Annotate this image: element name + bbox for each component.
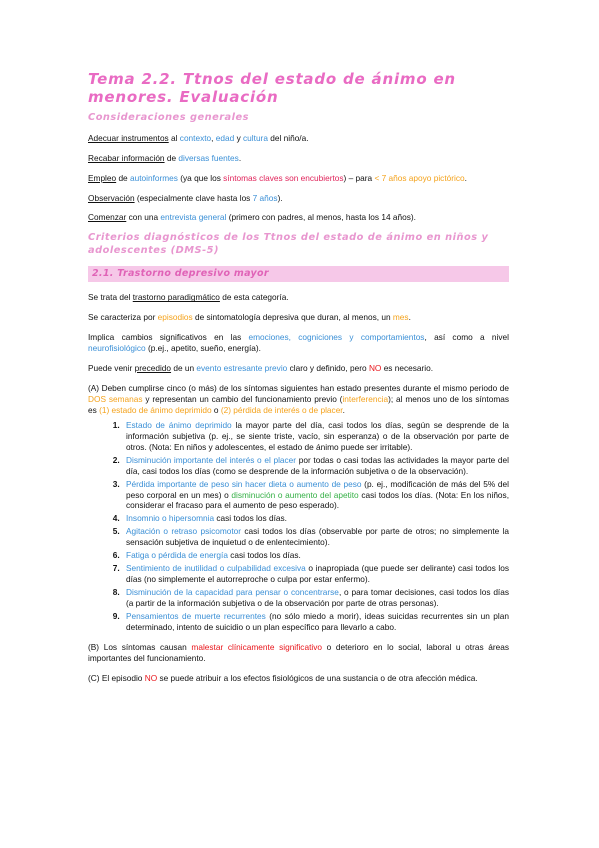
text: casi todos los días.	[227, 550, 301, 561]
text: (no sólo miedo a morir), ideas suicidas recurrentes sin un plan determinado, intento de suicidio o un plan específico para llevarlo a cabo.	[126, 610, 509, 632]
item-lead: Observación	[88, 192, 135, 203]
text: de un	[171, 363, 197, 374]
highlight: entrevista general	[160, 212, 227, 223]
list-item	[122, 550, 509, 561]
general-item	[88, 193, 509, 204]
text: o inapropiada (que puede ser delirante) casi todos los días (no simplemente el autorreproche o culpa por estar enfermo).	[126, 563, 509, 585]
highlight: NO	[144, 672, 158, 683]
criterion-b	[88, 642, 509, 664]
list-item	[122, 587, 509, 609]
list-item	[122, 513, 509, 524]
text: (A) Deben cumplirse cinco (o más) de los síntomas siguientes han estado presentes durante el mismo periodo de	[88, 383, 509, 394]
list-item	[122, 420, 509, 453]
text: de	[116, 172, 130, 183]
symptom-list	[88, 420, 509, 633]
criterion-c	[88, 673, 509, 684]
text: de sintomatología depresiva que duran, al menos, un	[192, 312, 393, 323]
intro-paragraph	[88, 363, 509, 374]
highlight: episodios	[157, 312, 193, 323]
text: Se caracteriza por	[88, 312, 158, 323]
text: (especialmente clave hasta los	[134, 192, 253, 203]
item-lead: Recabar información	[88, 152, 165, 163]
text: y representan un cambio del funcionamiento previo (	[142, 394, 343, 405]
list-item	[122, 526, 509, 548]
highlight: interferencia	[342, 394, 389, 405]
highlight: mes	[392, 312, 409, 323]
list-item	[122, 611, 509, 633]
symptom-key: Agitación o retraso psicomotor	[126, 526, 242, 537]
highlight: contexto	[179, 132, 212, 143]
text: o deterioro en lo social, laboral u otras áreas importantes del funcionamiento.	[88, 641, 510, 663]
text: casi todos los días.	[214, 513, 287, 524]
text: se puede atribuir a los efectos fisiológicos de una sustancia o de otra afección médica.	[157, 672, 478, 683]
symptom-key: Estado de ánimo deprimido	[126, 419, 232, 430]
text: al	[168, 132, 180, 143]
highlight: diversas fuentes	[178, 152, 239, 163]
text: del niño/a.	[267, 132, 309, 143]
highlight: malestar clínicamente significativo	[191, 641, 322, 652]
symptom-key: Disminución importante del interés o el placer	[126, 454, 297, 465]
text: o	[211, 404, 221, 415]
symptom-key: Sentimiento de inutilidad o culpabilidad excesiva	[126, 563, 306, 574]
text: (C) El episodio	[88, 672, 145, 683]
item-lead: Empleo	[88, 172, 117, 183]
text: claro y definido, pero	[287, 363, 369, 374]
text: casi todos los días. (Nota: En los niños, considerar el fracaso para el aumento de peso esperado).	[126, 489, 509, 511]
criterion-a	[88, 383, 509, 416]
highlight: autoinformes	[129, 172, 178, 183]
text: (p.ej., apetito, sueño, energía).	[145, 343, 261, 354]
general-item	[88, 173, 509, 184]
intro-paragraph	[88, 332, 509, 354]
text: , o para tomar decisiones, casi todos los días (a partir de la información subjetiva o de la observación por parte de otras personas).	[126, 587, 510, 608]
text: Puede venir	[88, 363, 135, 374]
underlined: precedido	[134, 363, 172, 374]
text: , así como a nivel	[424, 332, 509, 343]
section-header: 2.1. Trastorno depresivo mayor	[88, 266, 509, 283]
text: .	[408, 312, 411, 323]
text: de	[164, 152, 179, 163]
text: .	[464, 172, 467, 183]
highlight: 7 años	[252, 192, 278, 203]
highlight: evento estresante previo	[196, 363, 288, 374]
criteria-heading: Criterios diagnósticos de los Ttnos del estado de ánimo en niños y adolescentes (DMS-5)	[88, 232, 489, 257]
symptom-key: Insomnio o hipersomnia	[126, 513, 215, 524]
symptom-key: Pensamientos de muerte recurrentes	[126, 610, 266, 621]
text: ).	[277, 192, 283, 203]
intro-paragraph	[88, 312, 509, 323]
highlight: edad	[215, 132, 235, 143]
highlight: emociones, cogniciones y comportamientos	[248, 332, 425, 343]
text: .	[342, 404, 345, 415]
text: (B) Los síntomas causan	[88, 641, 192, 652]
document-title: Tema 2.2. Ttnos del estado de ánimo en menores. Evaluación	[88, 70, 456, 106]
text: por todas o casi todas las actividades la mayor parte del día, casi todos los días (como se desprende de la información subjetiva o de la observación).	[126, 454, 509, 476]
underlined: trastorno paradigmático	[132, 292, 220, 303]
text: (primero con padres, al menos, hasta los 14 años).	[226, 212, 416, 223]
item-lead: Comenzar	[88, 212, 127, 223]
general-heading: Consideraciones generales	[88, 112, 249, 123]
list-item	[122, 563, 509, 585]
text: casi todos los días (observable por parte de otros; no simplemente la sensación subjetiva de inquietud o de enlentecimiento).	[126, 526, 509, 548]
symptom-key: Disminución de la capacidad para pensar o concentrarse	[126, 587, 339, 598]
general-item	[88, 212, 509, 223]
text: con una	[126, 212, 161, 223]
symptom-key: Fatiga o pérdida de energía	[126, 550, 228, 561]
text: Se trata del	[88, 292, 133, 303]
symptom-key: Pérdida importante de peso sin hacer dieta o aumento de peso	[126, 478, 362, 489]
text: y	[234, 132, 244, 143]
item-lead: Adecuar instrumentos	[88, 132, 169, 143]
general-item	[88, 133, 509, 144]
highlight: DOS semanas	[88, 394, 143, 405]
list-item	[122, 455, 509, 477]
highlight: (2) pérdida de interés o de placer	[220, 404, 343, 415]
text: Implica cambios significativos en las	[88, 332, 249, 343]
symptom-key: disminución o aumento del apetito	[231, 489, 359, 500]
highlight: cultura	[243, 132, 268, 143]
highlight: neurofisiológico	[88, 343, 146, 354]
text: de esta categoría.	[219, 292, 289, 303]
text: ); al menos uno de los síntomas es	[88, 394, 509, 415]
highlight: síntomas claves son encubiertos	[223, 172, 344, 183]
text: ,	[211, 132, 216, 143]
text: la mayor parte del día, casi todos los días, según se desprende de la información subjetiva (p. ej., se siente triste, vacío, sin esperanza) o de la observación por parte de otros. (Nota: En niños y adolescentes, el estado de ánimo puede ser irritable).	[126, 419, 509, 452]
general-item	[88, 153, 509, 164]
text: ) – para	[343, 172, 375, 183]
highlight: < 7 años apoyo pictórico	[374, 172, 465, 183]
text: (ya que los	[177, 172, 224, 183]
list-item	[122, 479, 509, 512]
text: es necesario.	[381, 363, 434, 374]
text: .	[238, 152, 242, 163]
highlight: NO	[368, 363, 382, 374]
text: (p. ej., modificación de más del 5% del peso corporal en un mes) o	[126, 478, 509, 500]
intro-paragraph	[88, 292, 509, 303]
highlight: (1) estado de ánimo deprimido	[99, 404, 212, 415]
